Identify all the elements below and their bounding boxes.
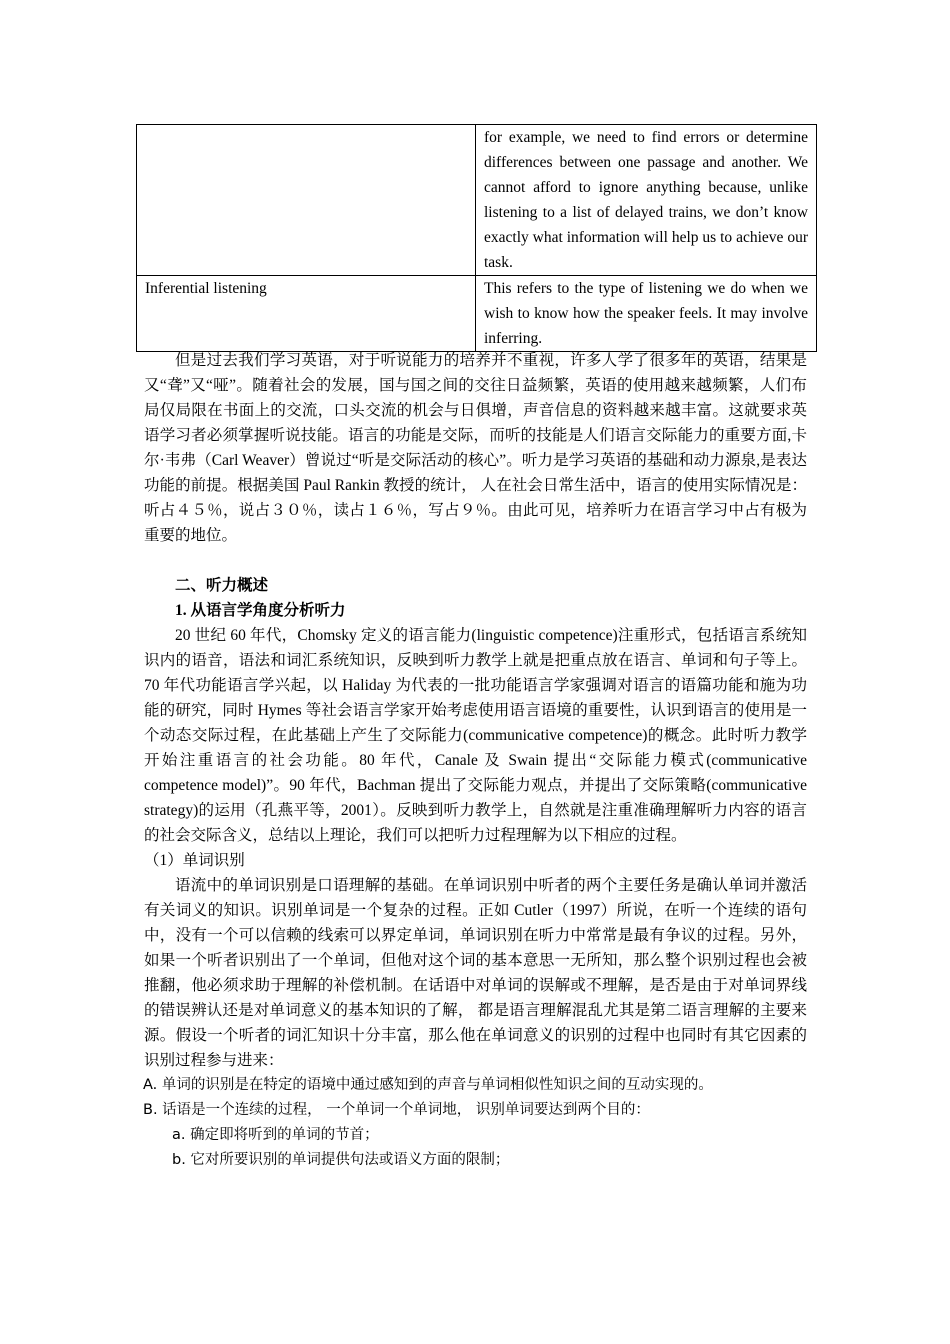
table-row	[137, 125, 817, 276]
list-item: B. 话语是一个连续的过程， 一个单词一个单词地， 识别单词要达到两个目的：	[143, 1102, 650, 1118]
linguistics-paragraph: 20 世纪 60 年代，Chomsky 定义的语言能力(linguistic competence)注重形式，包括语言系统知识内的语音，语法和词汇系统知识，反映到听力教学上就是把重点放在语言、单词和句子等上。70 年代功能语言学兴起，以 Haliday 为代表的一批功能语言学家强调对语言的语篇功能和施为功能的研究，同时 Hymes 等社会语言学家开始考虑使用语言语境的重要性，认识到语言的使用是一个动态交际过程，在此基础上产生了交际能力(communicative competence)的概念。此时听力教学开始注重语言的社会功能。80 年代，Canale 及 Swain 提出“交际能力模式(communicative competence model)”。90 年代，Bachman 提出了交际能力观点，并提出了交际策略(communicative strategy)的运用（孔燕平等，2001）。反映到听力教学上，自然就是注重准确理解听力内容的语言的社会交际含义，总结以上理论，我们可以把听力过程理解为以下相应的过程。	[144, 627, 807, 844]
table-cell-description: This refers to the type of listening we do when we wish to know how the speaker feels. It may involve inferring.	[476, 276, 817, 352]
list-subitem: a. 确定即将听到的单词的节首；	[172, 1127, 379, 1143]
table-cell-description: for example, we need to find errors or determine differences between one passage and another. We cannot afford to ignore anything because, unlike listening to a list of delayed trains, we don’t know exactly what information will help us to achieve our task.	[476, 125, 817, 276]
word-recognition-paragraph: 语流中的单词识别是口语理解的基础。在单词识别中听者的两个主要任务是确认单词并激活有关词义的知识。识别单词是一个复杂的过程。正如 Cutler（1997）所说，在听一个连续的语句中，没有一个可以信赖的线索可以界定单词，单词识别在听力中常常是最有争议的过程。另外，如果一个听者识别出了一个单词，但他对这个词的基本意思一无所知，那么整个识别过程也会被推翻，他必须求助于理解的补偿机制。在话语中对单词的误解或不理解，是否是由于对单词界线的错误辨认还是对单词意义的基本知识的了解， 都是语言理解混乱尤其是第二语言理解的主要来源。假设一个听者的词汇知识十分丰富，那么他在单词意义的识别的过程中也同时有其它因素的识别过程参与进来：	[144, 877, 807, 1069]
section-heading: 二、听力概述	[175, 577, 269, 594]
list-item: A. 单词的识别是在特定的语境中通过感知到的声音与单词相似性知识之间的互动实现的。	[143, 1077, 713, 1093]
table-row	[137, 276, 817, 352]
table-cell-term: Inferential listening	[137, 276, 476, 352]
document-body	[144, 348, 807, 1173]
word-recognition-heading: （1）单词识别	[144, 852, 245, 869]
table-cell-term	[137, 125, 476, 276]
listening-types-table	[136, 124, 817, 352]
subsection-heading: 1. 从语言学角度分析听力	[175, 602, 346, 619]
list-subitem: b. 它对所要识别的单词提供句法或语义方面的限制；	[172, 1152, 510, 1168]
intro-paragraph: 但是过去我们学习英语，对于听说能力的培养并不重视，许多人学了很多年的英语，结果是又“聋”又“哑”。随着社会的发展，国与国之间的交往日益频繁，英语的使用越来越频繁，人们布局仅局限在书面上的交流，口头交流的机会与日俱增，声音信息的资料越来越丰富。这就要求英语学习者必须掌握听说技能。语言的功能是交际，而听的技能是人们语言交际能力的重要方面,卡尔·韦弗（Carl Weaver）曾说过“听是交际活动的核心”。听力是学习英语的基础和动力源泉,是表达功能的前提。根据美国 Paul Rankin 教授的统计， 人在社会日常生活中，语言的使用实际情况是：听占４５％，说占３０％，读占１６％，写占９％。由此可见，培养听力在语言学习中占有极为重要的地位。	[144, 352, 807, 544]
spacer	[144, 548, 807, 573]
